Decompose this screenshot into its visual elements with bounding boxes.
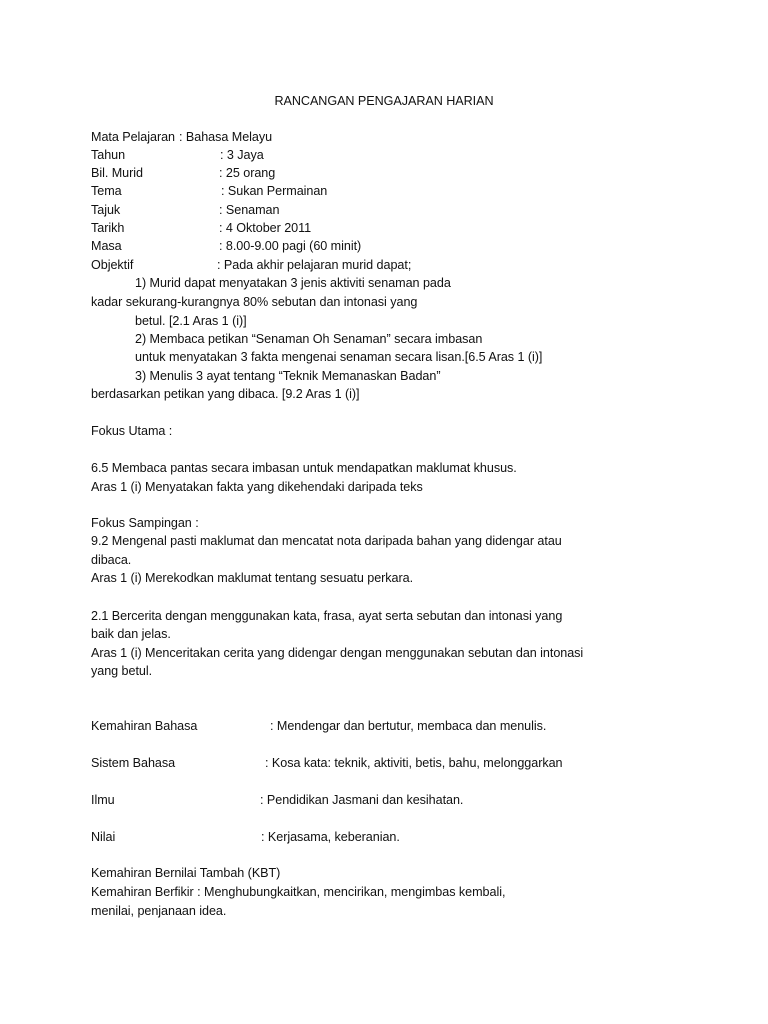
info-value-kemahiran-bahasa: : Mendengar dan bertutur, membaca dan menulis. [270,719,547,733]
fokus-sampingan-line: Aras 1 (i) Merekodkan maklumat tentang sesuatu perkara. [91,571,414,585]
objective-line: berdasarkan petikan yang dibaca. [9.2 Aras 1 (i)] [91,387,360,401]
kbt-heading: Kemahiran Bernilai Tambah (KBT) [91,866,281,880]
detail-label-masa: Masa [91,239,122,253]
info-label-kemahiran-bahasa: Kemahiran Bahasa [91,719,198,733]
document-title-text: RANCANGAN PENGAJARAN HARIAN [274,94,494,108]
kbt-line: menilai, penjanaan idea. [91,904,227,918]
info-label-sistem-bahasa: Sistem Bahasa [91,756,176,770]
detail-label-mata-pelajaran: Mata Pelajaran [91,130,176,144]
fokus-sampingan-line: baik dan jelas. [91,627,171,641]
detail-label-tajuk: Tajuk [91,203,121,217]
detail-value-masa: : 8.00-9.00 pagi (60 minit) [219,239,362,253]
fokus-utama-line: Aras 1 (i) Menyatakan fakta yang dikehendaki daripada teks [91,480,423,494]
fokus-sampingan-line: dibaca. [91,553,132,567]
fokus-sampingan-line: 9.2 Mengenal pasti maklumat dan mencatat nota daripada bahan yang didengar atau [91,534,562,548]
fokus-sampingan-line: 2.1 Bercerita dengan menggunakan kata, frasa, ayat serta sebutan dan intonasi yang [91,609,563,623]
info-label-nilai: Nilai [91,830,116,844]
info-value-nilai: : Kerjasama, keberanian. [261,830,400,844]
objective-line: 2) Membaca petikan “Senaman Oh Senaman” secara imbasan [135,332,483,346]
info-label-ilmu: Ilmu [91,793,115,807]
objective-line: untuk menyatakan 3 fakta mengenai senaman secara lisan.[6.5 Aras 1 (i)] [135,350,543,364]
kbt-line: Kemahiran Berfikir : Menghubungkaitkan, mencirikan, mengimbas kembali, [91,885,506,899]
detail-value-tarikh: : 4 Oktober 2011 [219,221,312,235]
detail-value-tahun: : 3 Jaya [220,148,264,162]
detail-value-tajuk: : Senaman [219,203,280,217]
objective-line: 3) Menulis 3 ayat tentang “Teknik Memanaskan Badan” [135,369,441,383]
objective-line: betul. [2.1 Aras 1 (i)] [135,314,247,328]
info-value-sistem-bahasa: : Kosa kata: teknik, aktiviti, betis, bahu, melonggarkan [265,756,563,770]
objective-line: 1) Murid dapat menyatakan 3 jenis aktiviti senaman pada [135,276,451,290]
fokus-sampingan-line: yang betul. [91,664,153,678]
detail-label-tahun: Tahun [91,148,126,162]
fokus-sampingan-line: Aras 1 (i) Menceritakan cerita yang didengar dengan menggunakan sebutan dan intonasi [91,646,584,660]
fokus-utama-heading: Fokus Utama : [91,424,173,438]
detail-value-objektif: : Pada akhir pelajaran murid dapat; [217,258,412,272]
objective-line: kadar sekurang-kurangnya 80% sebutan dan intonasi yang [91,295,418,309]
detail-label-objektif: Objektif [91,258,134,272]
detail-label-tarikh: Tarikh [91,221,125,235]
fokus-utama-line: 6.5 Membaca pantas secara imbasan untuk mendapatkan maklumat khusus. [91,461,517,475]
fokus-sampingan-heading: Fokus Sampingan : [91,516,199,530]
info-value-ilmu: : Pendidikan Jasmani dan kesihatan. [260,793,464,807]
detail-label-tema: Tema [91,184,122,198]
detail-value-bil-murid: : 25 orang [219,166,276,180]
detail-value-tema: : Sukan Permainan [221,184,328,198]
detail-value-mata-pelajaran: : Bahasa Melayu [179,130,273,144]
detail-label-bil-murid: Bil. Murid [91,166,143,180]
document-title [0,92,768,110]
